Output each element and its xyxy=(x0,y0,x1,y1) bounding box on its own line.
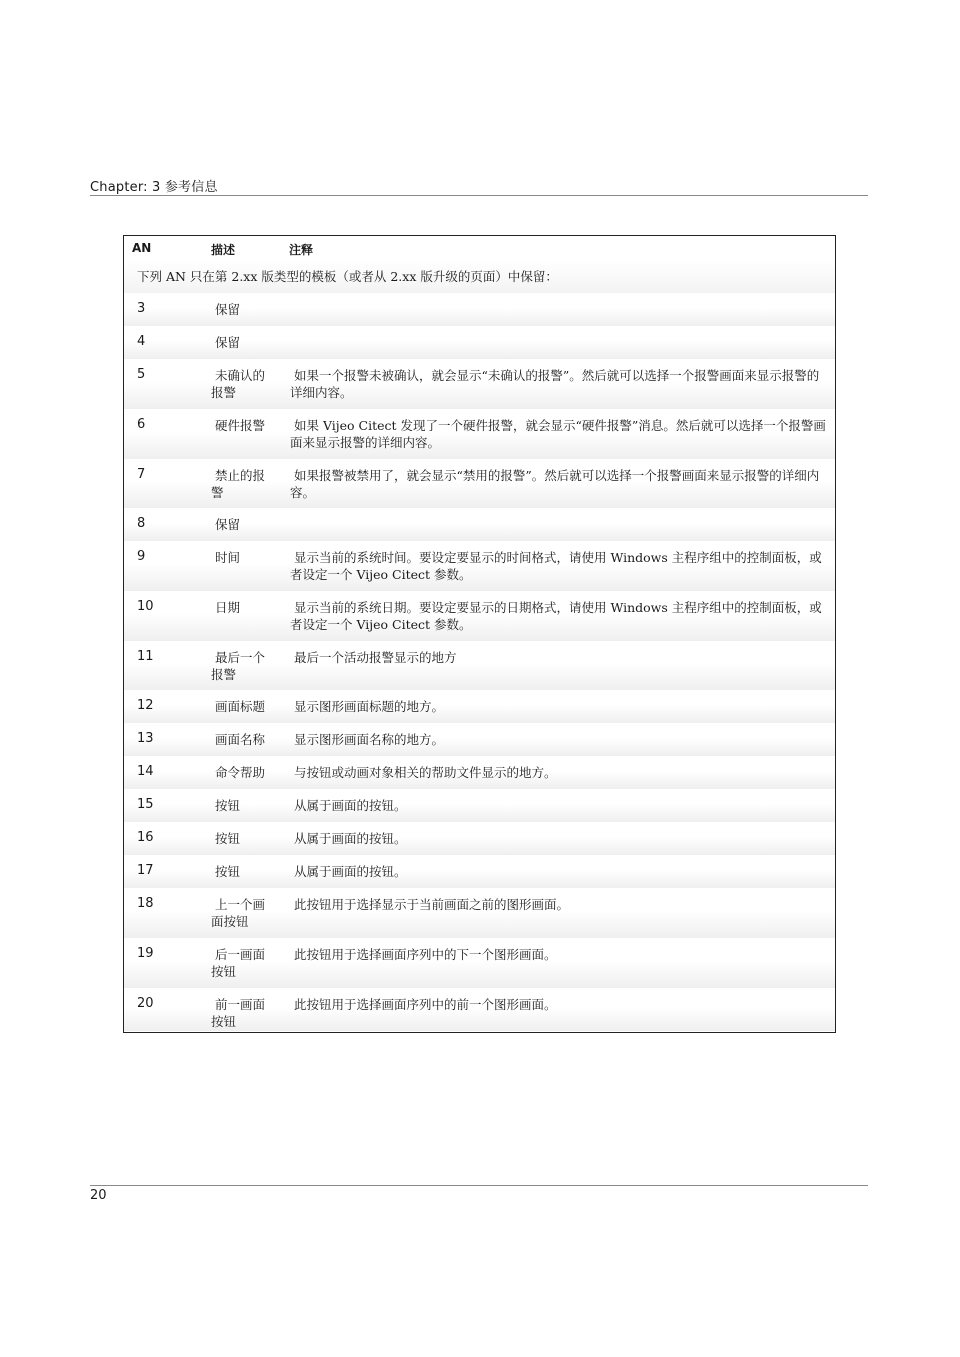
row-notes: 从属于画面的按钮。 xyxy=(294,798,407,813)
row-description: 保留 xyxy=(215,517,241,532)
row-an: 18 xyxy=(137,896,154,911)
row-notes: 从属于画面的按钮。 xyxy=(294,831,407,846)
row-description: 上一个画面按钮 xyxy=(211,897,266,929)
row-description: 未确认的报警 xyxy=(211,368,266,400)
row-an: 19 xyxy=(137,946,154,961)
table-intro-row xyxy=(124,260,835,293)
row-an: 4 xyxy=(137,334,146,349)
table-row xyxy=(124,591,835,641)
row-description: 前一画面按钮 xyxy=(211,997,266,1029)
row-an: 9 xyxy=(137,549,146,564)
header-an: AN xyxy=(132,241,152,255)
row-notes: 如果报警被禁用了，就会显示“禁用的报警”。然后就可以选择一个报警画面来显示报警的详细内容。 xyxy=(290,468,820,500)
row-an: 8 xyxy=(137,516,146,531)
row-notes: 此按钮用于选择画面序列中的下一个图形画面。 xyxy=(294,947,557,962)
an-reference-table xyxy=(123,235,836,1033)
row-description: 按钮 xyxy=(215,798,241,813)
row-description: 最后一个报警 xyxy=(211,650,266,682)
footer-divider xyxy=(90,1185,868,1186)
row-an: 20 xyxy=(137,996,154,1011)
table-header-row xyxy=(124,236,835,260)
row-notes: 显示当前的系统时间。要设定要显示的时间格式，请使用 Windows 主程序组中的控制面板，或者设定一个 Vijeo Citect 参数。 xyxy=(290,550,822,582)
row-notes: 显示当前的系统日期。要设定要显示的日期格式，请使用 Windows 主程序组中的控制面板，或者设定一个 Vijeo Citect 参数。 xyxy=(290,600,822,632)
table-row xyxy=(124,723,835,756)
row-an: 11 xyxy=(137,649,154,664)
table-intro-text: 下列 AN 只在第 2.xx 版类型的模板（或者从 2.xx 版升级的页面）中保留： xyxy=(137,269,558,284)
table-row xyxy=(124,508,835,541)
row-notes: 此按钮用于选择画面序列中的前一个图形画面。 xyxy=(294,997,557,1012)
row-description: 日期 xyxy=(215,600,241,615)
header-notes: 注释 xyxy=(289,243,314,257)
table-row xyxy=(124,293,835,326)
row-description: 画面标题 xyxy=(215,699,266,714)
page-number: 20 xyxy=(90,1188,107,1203)
header-description: 描述 xyxy=(211,243,236,257)
row-an: 5 xyxy=(137,367,146,382)
row-an: 15 xyxy=(137,797,154,812)
table-row xyxy=(124,855,835,888)
table-row xyxy=(124,359,835,409)
table-row xyxy=(124,988,835,1031)
row-an: 6 xyxy=(137,417,146,432)
row-description: 按钮 xyxy=(215,831,241,846)
table-row xyxy=(124,888,835,938)
row-description: 后一画面按钮 xyxy=(211,947,266,979)
chapter-header: Chapter: 3 参考信息 xyxy=(90,180,218,195)
row-an: 13 xyxy=(137,731,154,746)
table-row xyxy=(124,641,835,690)
row-description: 保留 xyxy=(215,302,241,317)
table-row xyxy=(124,938,835,988)
row-description: 时间 xyxy=(215,550,241,565)
row-notes: 显示图形画面名称的地方。 xyxy=(294,732,445,747)
row-description: 禁止的报警 xyxy=(211,468,266,500)
row-notes: 与按钮或动画对象相关的帮助文件显示的地方。 xyxy=(294,765,557,780)
row-description: 命令帮助 xyxy=(215,765,266,780)
table-row xyxy=(124,789,835,822)
table-row xyxy=(124,822,835,855)
table-row xyxy=(124,409,835,459)
row-notes: 此按钮用于选择显示于当前画面之前的图形画面。 xyxy=(294,897,570,912)
row-notes: 如果 Vijeo Citect 发现了一个硬件报警，就会显示“硬件报警”消息。然后就可以选择一个报警画面来显示报警的详细内容。 xyxy=(290,418,826,450)
row-an: 16 xyxy=(137,830,154,845)
row-an: 12 xyxy=(137,698,154,713)
table-row xyxy=(124,326,835,359)
row-description: 按钮 xyxy=(215,864,241,879)
row-an: 3 xyxy=(137,301,146,316)
row-notes: 如果一个报警未被确认，就会显示“未确认的报警”。然后就可以选择一个报警画面来显示报警的详细内容。 xyxy=(290,368,820,400)
header-divider xyxy=(90,195,868,196)
row-description: 硬件报警 xyxy=(215,418,266,433)
row-an: 10 xyxy=(137,599,154,614)
table-row xyxy=(124,541,835,591)
row-notes: 最后一个活动报警显示的地方 xyxy=(294,650,457,665)
row-notes: 显示图形画面标题的地方。 xyxy=(294,699,445,714)
table-row xyxy=(124,756,835,789)
row-notes: 从属于画面的按钮。 xyxy=(294,864,407,879)
row-an: 14 xyxy=(137,764,154,779)
row-an: 17 xyxy=(137,863,154,878)
row-description: 保留 xyxy=(215,335,241,350)
row-an: 7 xyxy=(137,467,146,482)
row-description: 画面名称 xyxy=(215,732,266,747)
table-row xyxy=(124,690,835,723)
table-row xyxy=(124,459,835,508)
